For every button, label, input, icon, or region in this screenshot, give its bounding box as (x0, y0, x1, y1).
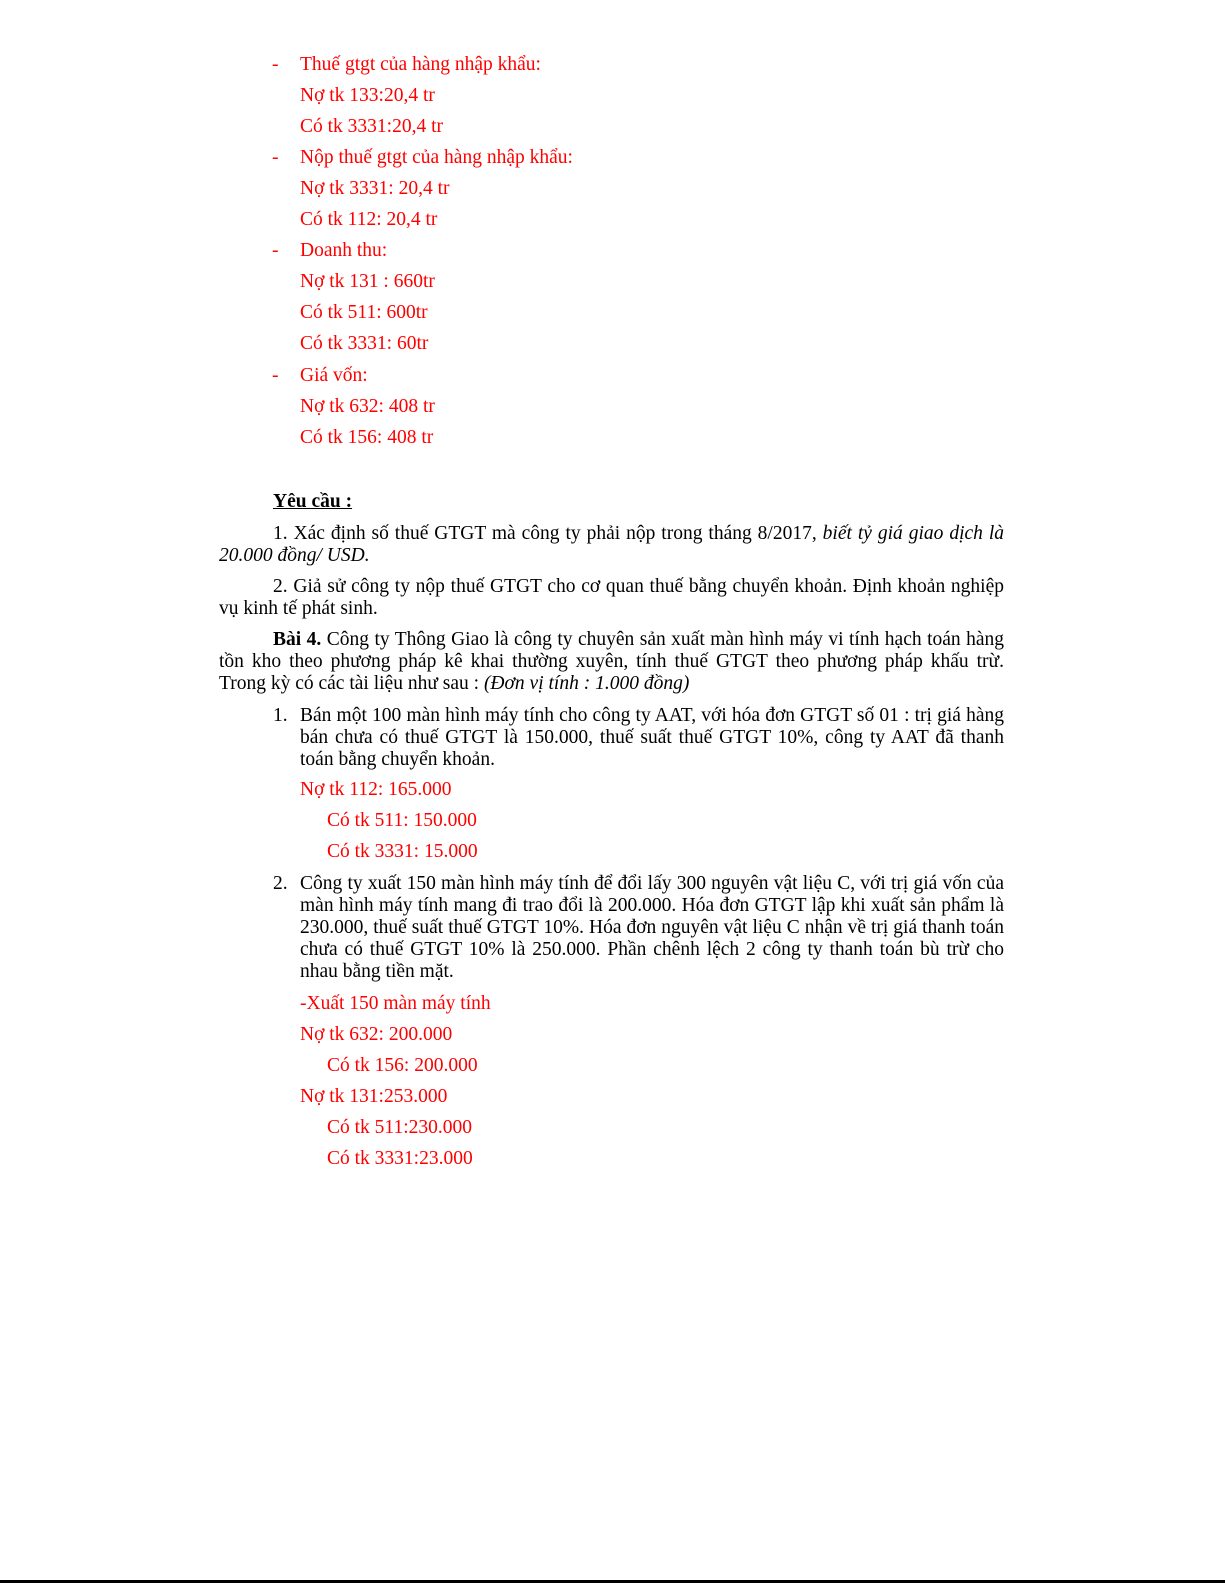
pay-import-vat-heading: Nộp thuế gtgt của hàng nhập khẩu: (300, 147, 573, 168)
revenue-heading: Doanh thu: (300, 240, 388, 261)
cogs-debit: Nợ tk 632: 408 tr (300, 396, 435, 417)
requirement-1-text: 1. Xác định số thuế GTGT mà công ty phải nộp trong tháng 8/2017, (273, 523, 817, 544)
requirement-1-italic: biết tỷ giá giao dịch là 20.000 đồng/ USD. (219, 523, 1005, 566)
import-vat-debit: Nợ tk 133:20,4 tr (300, 85, 435, 106)
page-bottom-border (0, 1580, 1225, 1583)
bullet-dash: - (272, 240, 279, 261)
item-2-debit-131: Nợ tk 131:253.000 (300, 1086, 448, 1107)
requirements-title: Yêu cầu : (273, 491, 353, 512)
pay-import-vat-credit: Có tk 112: 20,4 tr (300, 209, 438, 230)
revenue-credit-511: Có tk 511: 600tr (300, 302, 428, 323)
bai4-intro (219, 629, 1004, 695)
requirement-2-text: 2. Giả sử công ty nộp thuế GTGT cho cơ quan thuế bằng chuyển khoản. Định khoản nghiệp vụ kinh tế phát sinh. (219, 576, 1004, 619)
bullet-dash: - (272, 365, 279, 386)
item-1-credit-511: Có tk 511: 150.000 (327, 810, 477, 831)
cogs-credit: Có tk 156: 408 tr (300, 427, 434, 448)
item-2-text: Công ty xuất 150 màn hình máy tính để đổi lấy 300 nguyên vật liệu C, với trị giá vốn của màn hình máy tính mang đi trao đổi là 200.000. Hóa đơn GTGT lập khi xuất sản phẩm là 230.000, thuế suất thuế GTGT 10%. Hóa đơn nguyên vật liệu C nhận về trị giá thanh toán chưa có thuế GTGT 10% là 250.000. Phần chênh lệch 2 công ty thanh toán bù trừ cho nhau bằng tiền mặt. (300, 873, 1004, 982)
item-1-number: 1. (273, 705, 288, 726)
item-1-credit-3331: Có tk 3331: 15.000 (327, 841, 478, 862)
requirement-2 (219, 576, 1004, 620)
bai4-label: Bài 4. (273, 629, 322, 650)
bullet-dash: - (272, 54, 279, 75)
item-2-credit-156: Có tk 156: 200.000 (327, 1055, 478, 1076)
item-1-text: Bán một 100 màn hình máy tính cho công ty AAT, với hóa đơn GTGT số 01 : trị giá hàng bán chưa có thuế GTGT là 150.000, thuế suất thuế GTGT 10%, công ty AAT đã thanh toán bằng chuyển khoản. (300, 705, 1004, 770)
revenue-debit: Nợ tk 131 : 660tr (300, 271, 435, 292)
item-2-debit-632: Nợ tk 632: 200.000 (300, 1024, 453, 1045)
revenue-credit-3331: Có tk 3331: 60tr (300, 333, 429, 354)
item-2-export-heading: -Xuất 150 màn máy tính (300, 993, 491, 1014)
cogs-heading: Giá vốn: (300, 365, 368, 386)
import-vat-heading: Thuế gtgt của hàng nhập khẩu: (300, 54, 541, 75)
pay-import-vat-debit: Nợ tk 3331: 20,4 tr (300, 178, 450, 199)
import-vat-credit: Có tk 3331:20,4 tr (300, 116, 444, 137)
item-2-credit-3331: Có tk 3331:23.000 (327, 1148, 473, 1169)
bullet-dash: - (272, 147, 279, 168)
item-2-credit-511: Có tk 511:230.000 (327, 1117, 472, 1138)
item-2-number: 2. (273, 873, 288, 894)
bai4-unit: (Đơn vị tính : 1.000 đồng) (483, 673, 690, 694)
item-1-debit: Nợ tk 112: 165.000 (300, 779, 452, 800)
requirement-1 (219, 523, 1004, 567)
bai4-text: Công ty Thông Giao là công ty chuyên sản xuất màn hình máy vi tính hạch toán hàng tồn kho theo phương pháp kê khai thường xuyên, tính thuế GTGT theo phương pháp khấu trừ. Trong kỳ có các tài liệu như sau : (219, 629, 1005, 694)
